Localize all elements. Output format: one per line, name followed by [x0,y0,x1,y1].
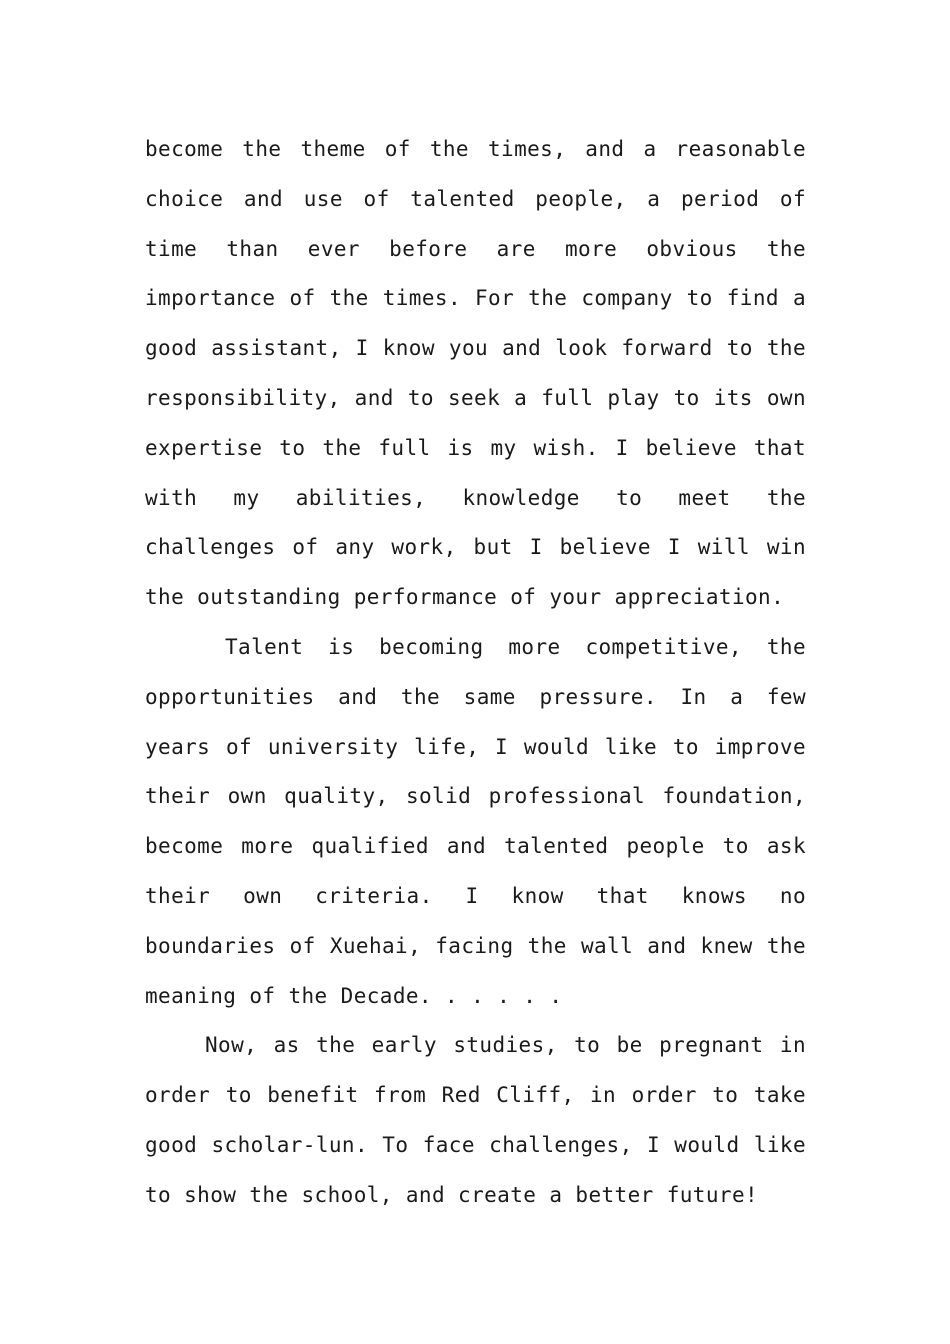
body-text [145,125,806,1221]
paragraph-1: become the theme of the times, and a reasonable choice and use of talented people, a period of time than ever before are more obvious the importance of the times. For the company to find a good assistant, I know you and look forward to the responsibility, and to seek a full play to its own expertise to the full is my wish. I believe that with my abilities, knowledge to meet the challenges of any work, but I believe I will win the outstanding performance of your appreciation. [145,137,806,610]
paragraph-3: Now, as the early studies, to be pregnant in order to benefit from Red Cliff, in order to take good scholar-lun. To face challenges, I would like to show the school, and create a better future! [145,1033,806,1207]
paragraph-2: Talent is becoming more competitive, the opportunities and the same pressure. In a few years of university life, I would like to improve their own quality, solid professional foundation, become more qualified and talented people to ask their own criteria. I know that knows no boundaries of Xuehai, facing the wall and knew the meaning of the Decade. . . . . . [145,634,806,1008]
